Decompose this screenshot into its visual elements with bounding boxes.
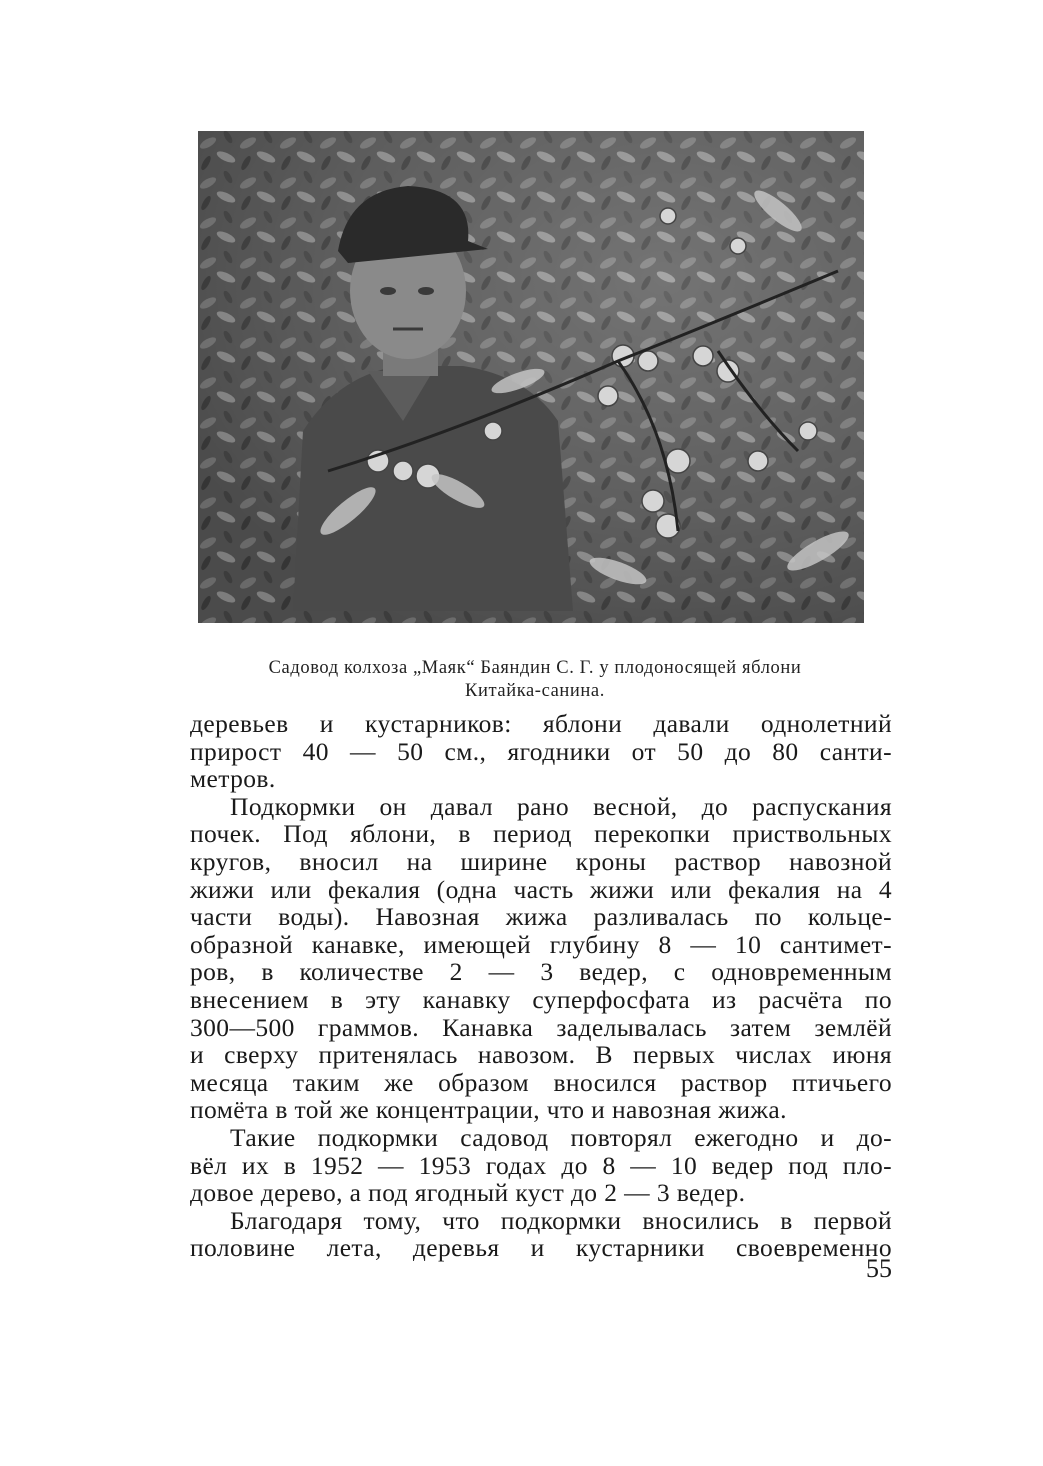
photo-illustration [198,131,864,623]
text-line: жижи или фекалия (одна часть жижи или фекалия на 4 [190,874,892,904]
text-line: части воды). Навозная жижа разливалась по кольце- [190,902,892,932]
text-line: Благодаря тому, что подкормки вносились в первой [230,1205,892,1235]
caption-line: Китайка-санина. [465,681,605,701]
text-line: Такие подкормки садовод повторял ежегодно и до- [230,1122,892,1152]
text-line: деревьев и кустарников: яблони давали однолетний [190,709,892,738]
text-line: месяца таким же образом вносился раствор птичьего [190,1067,892,1097]
text-line: вёл их в 1952 — 1953 годах до 8 — 10 ведер под пло- [190,1150,892,1180]
text-line: и сверху притенялась навозом. В первых числах июня [190,1040,892,1070]
text-line: внесением в эту канавку суперфосфата из расчёта по [190,984,892,1014]
text-line: половине лета, деревья и кустарники своевременно [190,1233,892,1263]
text-line: довое дерево, а под ягодный куст до 2 — 3 ведер. [190,1178,746,1208]
text-line: прирост 40 — 50 см., ягодники от 50 до 80 санти- [190,736,892,766]
text-line: метров. [190,764,276,794]
text-line: образной канавке, имеющей глубину 8 — 10 сантимет- [190,929,892,959]
text-line: ров, в количестве 2 — 3 ведер, с одновременным [190,957,892,987]
figure-caption [190,657,880,703]
text-line: почек. Под яблони, в период перекопки приствольных [190,819,892,849]
body-text [190,710,892,1262]
text-line: 300—500 граммов. Канавка заделывалась затем землёй [190,1012,892,1042]
page-number: 55 [866,1254,892,1283]
text-line: Подкормки он давал рано весной, до распускания [230,791,892,821]
text-line: помёта в той же концентрации, что и навозная жижа. [190,1095,787,1125]
photo-gardener-apple-tree [198,131,864,623]
text-line: кругов, вносил на ширине кроны раствор навозной [190,846,892,876]
caption-line: Садовод колхоза „Маяк“ Баяндин С. Г. у плодоносящей яблони [268,658,802,678]
